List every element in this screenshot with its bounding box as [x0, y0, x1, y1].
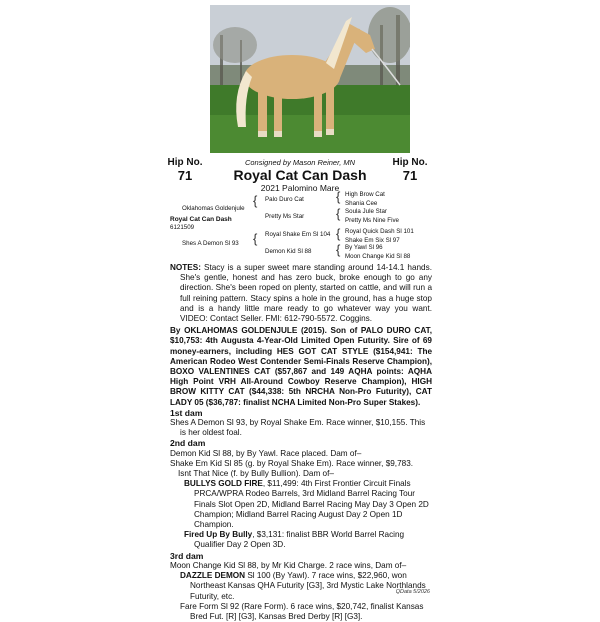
fare-form-entry: Fare Form Sl 92 (Rare Form). 6 race wins, $20,742, finalist Kansas Bred Fut. [R] [G3], Kansas Bred Derby [R] [G3].	[180, 601, 424, 621]
dazzle-demon-entry	[170, 571, 432, 602]
pedigree-g3: Royal Quick Dash Sl 101	[345, 228, 414, 235]
hip-number-right: 71	[402, 168, 418, 183]
pedigree-dam: Shes A Demon Sl 93	[182, 240, 239, 247]
consignor-line: Consigned by Mason Reiner, MN	[244, 158, 356, 167]
brace: {	[336, 226, 341, 241]
pedigree-g3: Shake Em Six Sl 97	[345, 237, 400, 244]
pedigree-g3: By Yawl Sl 96	[345, 244, 383, 251]
sire-paragraph-text: By OKLAHOMAS GOLDENJULE (2015). Son of PALO DURO CAT, $10,753: 4th Augusta 4-Year-Old Limited Open Futurity. Sire of 69 money-earners, including HES GOT CAT STYLE ($154,941: The American Rodeo West Contender Semi-Finals Reserve Champion), BOXO VALENTINES CAT ($57,867 and 149 AQHA points: AQHA High Point VRH All-Around Cowboy Reserve Champion), HIGH BROW KITTY CAT ($44,338: 5th NRCHA Non-Pro Futurity), CAT LADY 05 ($36,787: finalist NCHA Limited Non-Pro Super Stakes).	[170, 326, 432, 407]
pedigree-sire-sire: Palo Duro Cat	[265, 196, 304, 203]
sire-paragraph	[170, 326, 432, 408]
third-dam-text: Moon Change Kid Sl 88, by Mr Kid Charge. 2 race wins, Dam of–	[170, 560, 407, 570]
second-dam-foal-2: Isnt That Nice (f. by Bully Bullion). Dam of–	[178, 469, 334, 479]
pedigree-dam-sire: Royal Shake Em Sl 104	[265, 231, 331, 238]
bullys-gold-fire-text: , $11,499: 4th First Frontier Circuit Finals PRCA/WPRA Rodeo Barrels, 3rd Midland Barrel Racing Tour Finals Slot Open 2D, Midland Barrel Racing May Day 3 Open 2D Champion; Midland Barrel Racing August Day 2 Open 1D Champion.	[194, 479, 429, 530]
horse-photo	[210, 5, 410, 153]
fired-up-entry	[174, 530, 432, 550]
hip-label-left: Hip No.	[167, 157, 203, 168]
pedigree-g3: Soula Jule Star	[345, 208, 387, 215]
pedigree-dam-dam: Demon Kid Sl 88	[265, 248, 312, 255]
pedigree-sire: Oklahomas Goldenjule	[182, 205, 245, 212]
notes-label: NOTES:	[170, 263, 201, 272]
hip-label-right: Hip No.	[392, 157, 428, 168]
dazzle-demon-name: DAZZLE DEMON	[180, 571, 246, 581]
pedigree-registration: 6121509	[170, 224, 195, 231]
bullys-gold-fire-name: BULLYS GOLD FIRE	[184, 479, 263, 489]
first-dam-heading: 1st dam	[170, 407, 203, 418]
notes-text: Stacy is a super sweet mare standing around 14-14.1 hands. She's gentle, honest and has zero buck, broke enough to go any direction. She's been roped on plenty, started on cattle, and will run a full reining pattern. Stacy spins a hole in the ground, has a huge stop and is a handy little mare ready to go whatever way you want. VIDEO: Contact Seller. FMI: 612-790-5572. Coggins.	[180, 263, 432, 324]
pedigree-subject: Royal Cat Can Dash	[170, 216, 232, 223]
pedigree-sire-dam: Pretty Ms Star	[265, 213, 305, 220]
pedigree-g3: Shania Cee	[345, 200, 378, 207]
pedigree-g3: High Brow Cat	[345, 191, 385, 198]
second-dam-foal-1: Shake Em Kid Sl 85 (g. by Royal Shake Em). Race winner, $9,783.	[170, 458, 414, 468]
hip-number-left: 71	[177, 168, 193, 183]
brace: {	[336, 206, 341, 221]
second-dam-heading: 2nd dam	[170, 438, 206, 449]
footer-credit: QData 5/2026	[395, 589, 430, 595]
pedigree-g3: Pretty Ms Nine Five	[345, 217, 399, 224]
fired-up-name: Fired Up By Bully	[184, 530, 253, 540]
dazzle-demon-text: Sl 100 (By Yawl). 7 race wins, $22,960, won Northeast Kansas QHA Futurity [G3], 3rd Mystic Lake Northlands Futurity, etc.	[190, 571, 426, 601]
brace: {	[336, 242, 341, 257]
catalog-body	[170, 263, 432, 622]
notes-paragraph	[170, 263, 432, 324]
horse-name: Royal Cat Can Dash	[233, 167, 367, 183]
horse-description: 2021 Palomino Mare	[260, 183, 340, 193]
bullys-gold-fire-entry	[174, 479, 432, 530]
third-dam-heading: 3rd dam	[170, 550, 204, 561]
second-dam-text: Demon Kid Sl 88, by By Yawl. Race placed. Dam of–	[170, 448, 362, 458]
pedigree-g3: Moon Change Kid Sl 88	[345, 253, 411, 260]
brace: {	[253, 193, 258, 208]
first-dam-text: Shes A Demon Sl 93, by Royal Shake Em. Race winner, $10,155. This is her oldest foal.	[170, 418, 426, 438]
brace: {	[336, 189, 341, 204]
brace: {	[253, 231, 258, 246]
fired-up-text: , $3,131: finalist BBR World Barrel Racing Qualifier Day 2 Open 3D.	[194, 530, 405, 550]
